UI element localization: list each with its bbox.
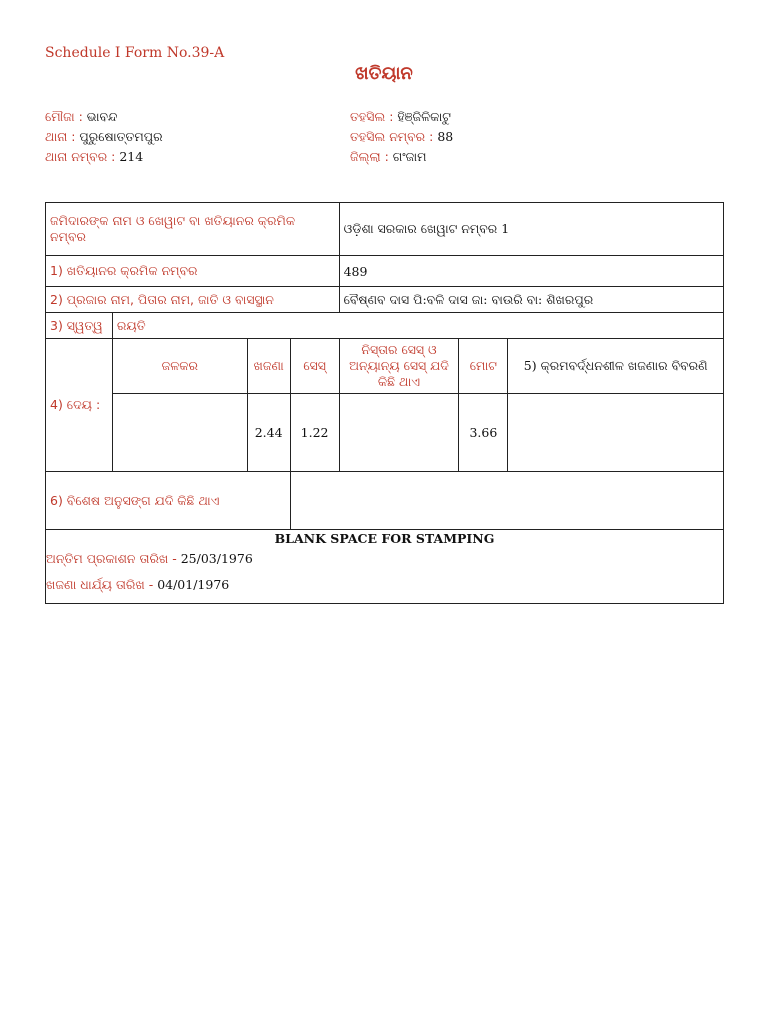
district-row (350, 147, 453, 167)
mouza-value: ଭାବନ୍ଦ (86, 109, 118, 124)
owner-label: 2) ପ୍ରଜାର ନାମ, ପିତାର ନାମ, ଜାତି ଓ ବାସସ୍ଥାନ (46, 287, 340, 313)
final-publication-line (46, 551, 723, 567)
dues-value-row (46, 394, 724, 472)
final-publication-value: 25/03/1976 (180, 551, 253, 566)
jalkar-header: ଜଳକର (112, 339, 247, 394)
right-label: 3) ସ୍ୱତ୍ୱ (46, 313, 113, 339)
khatiyan-table (45, 202, 724, 604)
zamindar-row (46, 203, 724, 256)
mouza-label: ମୌଜା : (45, 109, 87, 124)
tahasil-no-value: 88 (437, 129, 454, 144)
khajana-value: 2.44 (247, 394, 290, 472)
tahasil-label: ତହସିଲ : (350, 109, 398, 124)
owner-row (46, 287, 724, 313)
district-label: ଜିଲ୍ଲା : (350, 149, 393, 164)
dues-header-row (46, 339, 724, 394)
special-label: 6) ବିଶେଷ ଅନୁସଙ୍ଗ ଯଦି କିଛି ଥାଏ (46, 472, 291, 530)
district-value: ଗଂଜାମ (392, 149, 427, 164)
khatiyan-no-row (46, 256, 724, 287)
tax-fix-line (46, 577, 723, 593)
total-header: ମୋଟ (459, 339, 508, 394)
tahasil-no-label: ତହସିଲ ନମ୍ବର : (350, 129, 438, 144)
other-cess-header: ନିସ୍ତାର ସେସ୍ ଓ ଅନ୍ୟାନ୍ୟ ସେସ୍ ଯଦି କିଛି ଥାଏ (339, 339, 459, 394)
dues-label: 4) ଦେୟ : (46, 339, 113, 472)
right-row (46, 313, 724, 339)
progressive-header: 5) କ୍ରମବର୍ଦ୍ଧନଶୀଳ ଖଜଣାର ବିବରଣି (508, 339, 724, 394)
khajana-header: ଖଜଣା (247, 339, 290, 394)
cess-header: ସେସ୍ (290, 339, 339, 394)
tahasil-row (350, 107, 453, 127)
total-value: 3.66 (459, 394, 508, 472)
thana-no-value: 214 (119, 149, 144, 164)
page-title: ଖତିୟାନ (355, 63, 413, 84)
owner-value: ବୈଷ୍ଣବ ଦାସ ପି:ବଳି ଦାସ ଜା: ବାଉରି ବା: ଶିଖରପୁର (339, 287, 723, 313)
info-right (350, 107, 453, 167)
khatiyan-no-value: 489 (339, 256, 723, 287)
cess-value: 1.22 (290, 394, 339, 472)
jalkar-value (112, 394, 247, 472)
thana-no-label: ଥାନା ନମ୍ବର : (45, 149, 120, 164)
tahasil-value: ହିଞ୍ଜିଳିକାଟୁ (397, 109, 451, 124)
special-value (290, 472, 723, 530)
thana-label: ଥାନା : (45, 129, 80, 144)
special-row (46, 472, 724, 530)
tax-fix-value: 04/01/1976 (157, 577, 230, 592)
other-cess-value (339, 394, 459, 472)
info-left (45, 107, 163, 167)
stamp-cell (46, 530, 724, 604)
form-number: Schedule I Form No.39-A (45, 45, 225, 61)
right-value: ରୟତି (112, 313, 723, 339)
thana-no-row (45, 147, 163, 167)
khatiyan-no-label: 1) ଖତିୟାନର କ୍ରମିକ ନମ୍ବର (46, 256, 340, 287)
mouza-row (45, 107, 163, 127)
thana-value: ପୁରୁଷୋତ୍ତମପୁର (79, 129, 163, 144)
progressive-value (508, 394, 724, 472)
thana-row (45, 127, 163, 147)
stamp-row (46, 530, 724, 604)
zamindar-label: ଜମିଦାରଙ୍କ ନାମ ଓ ଖେୱାଟ ବା ଖତିୟାନର କ୍ରମିକ ନମ୍ବର (46, 203, 340, 256)
tax-fix-label: ଖଜଣା ଧାର୍ଯ୍ୟ ତାରିଖ - (46, 577, 158, 592)
tahasil-no-row (350, 127, 453, 147)
stamp-heading: BLANK SPACE FOR STAMPING (274, 531, 495, 546)
zamindar-value: ଓଡ଼ିଶା ସରକାର ଖେୱାଟ ନମ୍ବର 1 (339, 203, 723, 256)
final-publication-label: ଅନ୍ତିମ ପ୍ରକାଶନ ତାରିଖ - (46, 551, 181, 566)
